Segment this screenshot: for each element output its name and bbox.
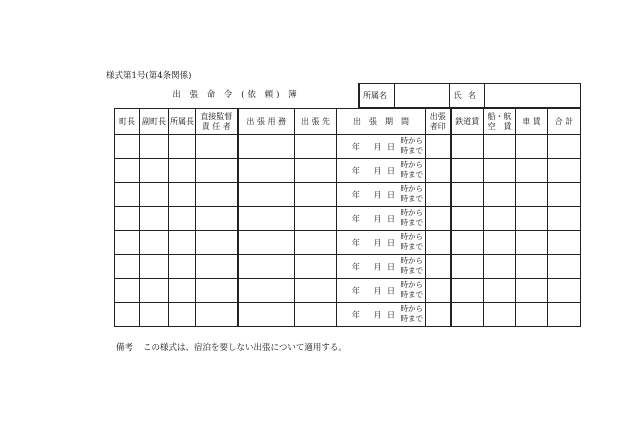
car-fare-cell[interactable]	[516, 255, 548, 279]
date-ymd	[344, 214, 395, 223]
name-label: 氏 名	[449, 84, 484, 108]
time-to-label: 時まで	[400, 242, 423, 251]
time-range	[401, 232, 424, 252]
deputy-mayor-seal-cell[interactable]	[140, 231, 169, 255]
ship-air-fare-cell[interactable]	[484, 231, 516, 255]
mayor-seal-cell[interactable]	[115, 255, 140, 279]
table-row	[115, 135, 581, 159]
date-month-label: 月	[373, 165, 382, 175]
header-car-fare: 車 賃	[516, 109, 548, 135]
total-cell[interactable]	[548, 159, 581, 183]
header-purpose: 出 張 用 務	[238, 109, 295, 135]
time-from-label: 時から	[400, 184, 423, 193]
time-range	[401, 136, 424, 156]
date-day-label: 日	[387, 309, 395, 319]
date-year-label: 年	[352, 285, 360, 295]
document-title: 出 張 命 令 (依 頼) 簿	[172, 89, 300, 100]
table-row	[115, 255, 581, 279]
period-cell	[337, 183, 426, 207]
table-row	[115, 183, 581, 207]
header-seal-line1: 出張	[429, 112, 446, 122]
time-to-label: 時まで	[400, 146, 423, 155]
header-row	[115, 109, 581, 135]
traveler-seal-cell[interactable]	[426, 159, 451, 183]
table-row	[115, 303, 581, 327]
header-dept-head: 所属長	[169, 109, 196, 135]
time-from-label: 時から	[400, 136, 423, 145]
mayor-seal-cell[interactable]	[115, 303, 140, 327]
ship-air-fare-cell[interactable]	[484, 279, 516, 303]
date-day-label: 日	[387, 165, 395, 175]
traveler-seal-cell[interactable]	[426, 183, 451, 207]
destination-cell[interactable]	[295, 231, 337, 255]
deputy-mayor-seal-cell[interactable]	[140, 159, 169, 183]
purpose-cell[interactable]	[238, 135, 295, 159]
total-cell[interactable]	[548, 231, 581, 255]
period-cell	[337, 303, 426, 327]
date-day-label: 日	[387, 213, 395, 223]
time-to-label: 時まで	[400, 290, 423, 299]
time-to-label: 時まで	[400, 170, 423, 179]
date-year-label: 年	[352, 141, 360, 151]
total-cell[interactable]	[548, 207, 581, 231]
car-fare-cell[interactable]	[516, 207, 548, 231]
mayor-seal-cell[interactable]	[115, 183, 140, 207]
time-range	[401, 160, 424, 180]
total-cell[interactable]	[548, 303, 581, 327]
rail-fare-cell[interactable]	[451, 303, 484, 327]
header-table	[114, 83, 581, 108]
date-month-label: 月	[373, 261, 382, 271]
time-range	[401, 184, 424, 204]
period-cell	[337, 231, 426, 255]
car-fare-cell[interactable]	[516, 279, 548, 303]
mayor-seal-cell[interactable]	[115, 159, 140, 183]
table-row	[115, 231, 581, 255]
date-year-label: 年	[352, 165, 360, 175]
time-from-label: 時から	[400, 160, 423, 169]
purpose-cell[interactable]	[238, 231, 295, 255]
time-from-label: 時から	[400, 208, 423, 217]
rail-fare-cell[interactable]	[451, 255, 484, 279]
affiliation-label: 所属名	[359, 84, 394, 108]
period-cell	[337, 207, 426, 231]
time-to-label: 時まで	[400, 194, 423, 203]
date-month-label: 月	[373, 141, 382, 151]
period-cell	[337, 255, 426, 279]
table-row	[115, 279, 581, 303]
ship-air-fare-cell[interactable]	[484, 255, 516, 279]
destination-cell[interactable]	[295, 135, 337, 159]
supervisor-seal-cell[interactable]	[196, 255, 238, 279]
name-field[interactable]	[484, 84, 580, 108]
car-fare-cell[interactable]	[516, 303, 548, 327]
dept-head-seal-cell[interactable]	[169, 255, 196, 279]
time-range	[401, 280, 424, 300]
total-cell[interactable]	[548, 255, 581, 279]
affiliation-field[interactable]	[394, 84, 449, 108]
date-day-label: 日	[387, 261, 395, 271]
supervisor-seal-cell[interactable]	[196, 231, 238, 255]
date-year-label: 年	[352, 309, 360, 319]
supervisor-seal-cell[interactable]	[196, 183, 238, 207]
deputy-mayor-seal-cell[interactable]	[140, 207, 169, 231]
date-month-label: 月	[373, 237, 382, 247]
header-period: 出 張 期 間	[337, 109, 426, 135]
table-body	[115, 135, 581, 327]
deputy-mayor-seal-cell[interactable]	[140, 135, 169, 159]
rail-fare-cell[interactable]	[451, 159, 484, 183]
travel-order-table	[114, 108, 581, 327]
form-number-label: 様式第1号(第4条関係)	[106, 71, 192, 81]
time-to-label: 時まで	[400, 266, 423, 275]
car-fare-cell[interactable]	[516, 231, 548, 255]
purpose-cell[interactable]	[238, 159, 295, 183]
date-ymd	[344, 166, 395, 175]
mayor-seal-cell[interactable]	[115, 231, 140, 255]
supervisor-seal-cell[interactable]	[196, 159, 238, 183]
purpose-cell[interactable]	[238, 303, 295, 327]
ship-air-fare-cell[interactable]	[484, 183, 516, 207]
purpose-cell[interactable]	[238, 279, 295, 303]
purpose-cell[interactable]	[238, 255, 295, 279]
total-cell[interactable]	[548, 279, 581, 303]
date-month-label: 月	[373, 213, 382, 223]
traveler-seal-cell[interactable]	[426, 303, 451, 327]
date-ymd	[344, 142, 395, 151]
rail-fare-cell[interactable]	[451, 279, 484, 303]
header-ship-air	[484, 109, 516, 135]
table-row	[115, 207, 581, 231]
deputy-mayor-seal-cell[interactable]	[140, 303, 169, 327]
date-ymd	[344, 286, 395, 295]
deputy-mayor-seal-cell[interactable]	[140, 255, 169, 279]
time-range	[401, 304, 424, 324]
traveler-seal-cell[interactable]	[426, 255, 451, 279]
date-day-label: 日	[387, 237, 395, 247]
header-supervisor-line2: 責 任 者	[201, 121, 231, 131]
date-day-label: 日	[387, 285, 395, 295]
period-cell	[337, 135, 426, 159]
rail-fare-cell[interactable]	[451, 135, 484, 159]
header-seal	[426, 109, 451, 135]
header-ship-air-line1: 船・航	[487, 112, 512, 122]
ship-air-fare-cell[interactable]	[484, 135, 516, 159]
dept-head-seal-cell[interactable]	[169, 159, 196, 183]
date-day-label: 日	[387, 141, 395, 151]
traveler-seal-cell[interactable]	[426, 135, 451, 159]
remarks	[116, 341, 347, 353]
rail-fare-cell[interactable]	[451, 231, 484, 255]
mayor-seal-cell[interactable]	[115, 207, 140, 231]
date-month-label: 月	[373, 309, 382, 319]
dept-head-seal-cell[interactable]	[169, 303, 196, 327]
time-from-label: 時から	[400, 280, 423, 289]
dept-head-seal-cell[interactable]	[169, 279, 196, 303]
purpose-cell[interactable]	[238, 183, 295, 207]
ship-air-fare-cell[interactable]	[484, 159, 516, 183]
date-year-label: 年	[352, 261, 360, 271]
time-to-label: 時まで	[400, 314, 423, 323]
total-cell[interactable]	[548, 135, 581, 159]
destination-cell[interactable]	[295, 255, 337, 279]
header-supervisor	[196, 109, 238, 135]
rail-fare-cell[interactable]	[451, 183, 484, 207]
date-ymd	[344, 262, 395, 271]
total-cell[interactable]	[548, 183, 581, 207]
date-year-label: 年	[352, 213, 360, 223]
car-fare-cell[interactable]	[516, 183, 548, 207]
time-range	[401, 208, 424, 228]
header-supervisor-line1: 直接監督	[200, 112, 233, 122]
supervisor-seal-cell[interactable]	[196, 135, 238, 159]
date-month-label: 月	[373, 285, 382, 295]
mayor-seal-cell[interactable]	[115, 135, 140, 159]
date-month-label: 月	[373, 189, 382, 199]
time-range	[401, 256, 424, 276]
car-fare-cell[interactable]	[516, 159, 548, 183]
period-cell	[337, 279, 426, 303]
traveler-seal-cell[interactable]	[426, 207, 451, 231]
destination-cell[interactable]	[295, 183, 337, 207]
traveler-seal-cell[interactable]	[426, 279, 451, 303]
supervisor-seal-cell[interactable]	[196, 279, 238, 303]
table-row	[115, 159, 581, 183]
header-total: 合 計	[548, 109, 581, 135]
date-ymd	[344, 310, 395, 319]
date-year-label: 年	[352, 189, 360, 199]
dept-head-seal-cell[interactable]	[169, 183, 196, 207]
date-ymd	[344, 238, 395, 247]
ship-air-fare-cell[interactable]	[484, 303, 516, 327]
destination-cell[interactable]	[295, 207, 337, 231]
remarks-label: 備考	[116, 343, 134, 353]
purpose-cell[interactable]	[238, 207, 295, 231]
time-from-label: 時から	[400, 232, 423, 241]
destination-cell[interactable]	[295, 279, 337, 303]
date-day-label: 日	[387, 189, 395, 199]
header-ship-air-line2: 空 賃	[487, 121, 512, 131]
header-destination: 出 張 先	[295, 109, 337, 135]
deputy-mayor-seal-cell[interactable]	[140, 279, 169, 303]
header-deputy-mayor: 副町長	[140, 109, 169, 135]
date-ymd	[344, 190, 395, 199]
dept-head-seal-cell[interactable]	[169, 207, 196, 231]
destination-cell[interactable]	[295, 159, 337, 183]
date-year-label: 年	[352, 237, 360, 247]
header-mayor: 町長	[115, 109, 140, 135]
car-fare-cell[interactable]	[516, 135, 548, 159]
header-seal-line2: 者印	[429, 121, 446, 131]
time-from-label: 時から	[400, 256, 423, 265]
remarks-text: この様式は、宿泊を要しない出張について適用する。	[143, 343, 347, 353]
header-rail-fare: 鉄道賃	[451, 109, 484, 135]
ship-air-fare-cell[interactable]	[484, 207, 516, 231]
dept-head-seal-cell[interactable]	[169, 135, 196, 159]
period-cell	[337, 159, 426, 183]
time-from-label: 時から	[400, 304, 423, 313]
supervisor-seal-cell[interactable]	[196, 303, 238, 327]
destination-cell[interactable]	[295, 303, 337, 327]
time-to-label: 時まで	[400, 218, 423, 227]
rail-fare-cell[interactable]	[451, 207, 484, 231]
deputy-mayor-seal-cell[interactable]	[140, 183, 169, 207]
supervisor-seal-cell[interactable]	[196, 207, 238, 231]
mayor-seal-cell[interactable]	[115, 279, 140, 303]
dept-head-seal-cell[interactable]	[169, 231, 196, 255]
traveler-seal-cell[interactable]	[426, 231, 451, 255]
